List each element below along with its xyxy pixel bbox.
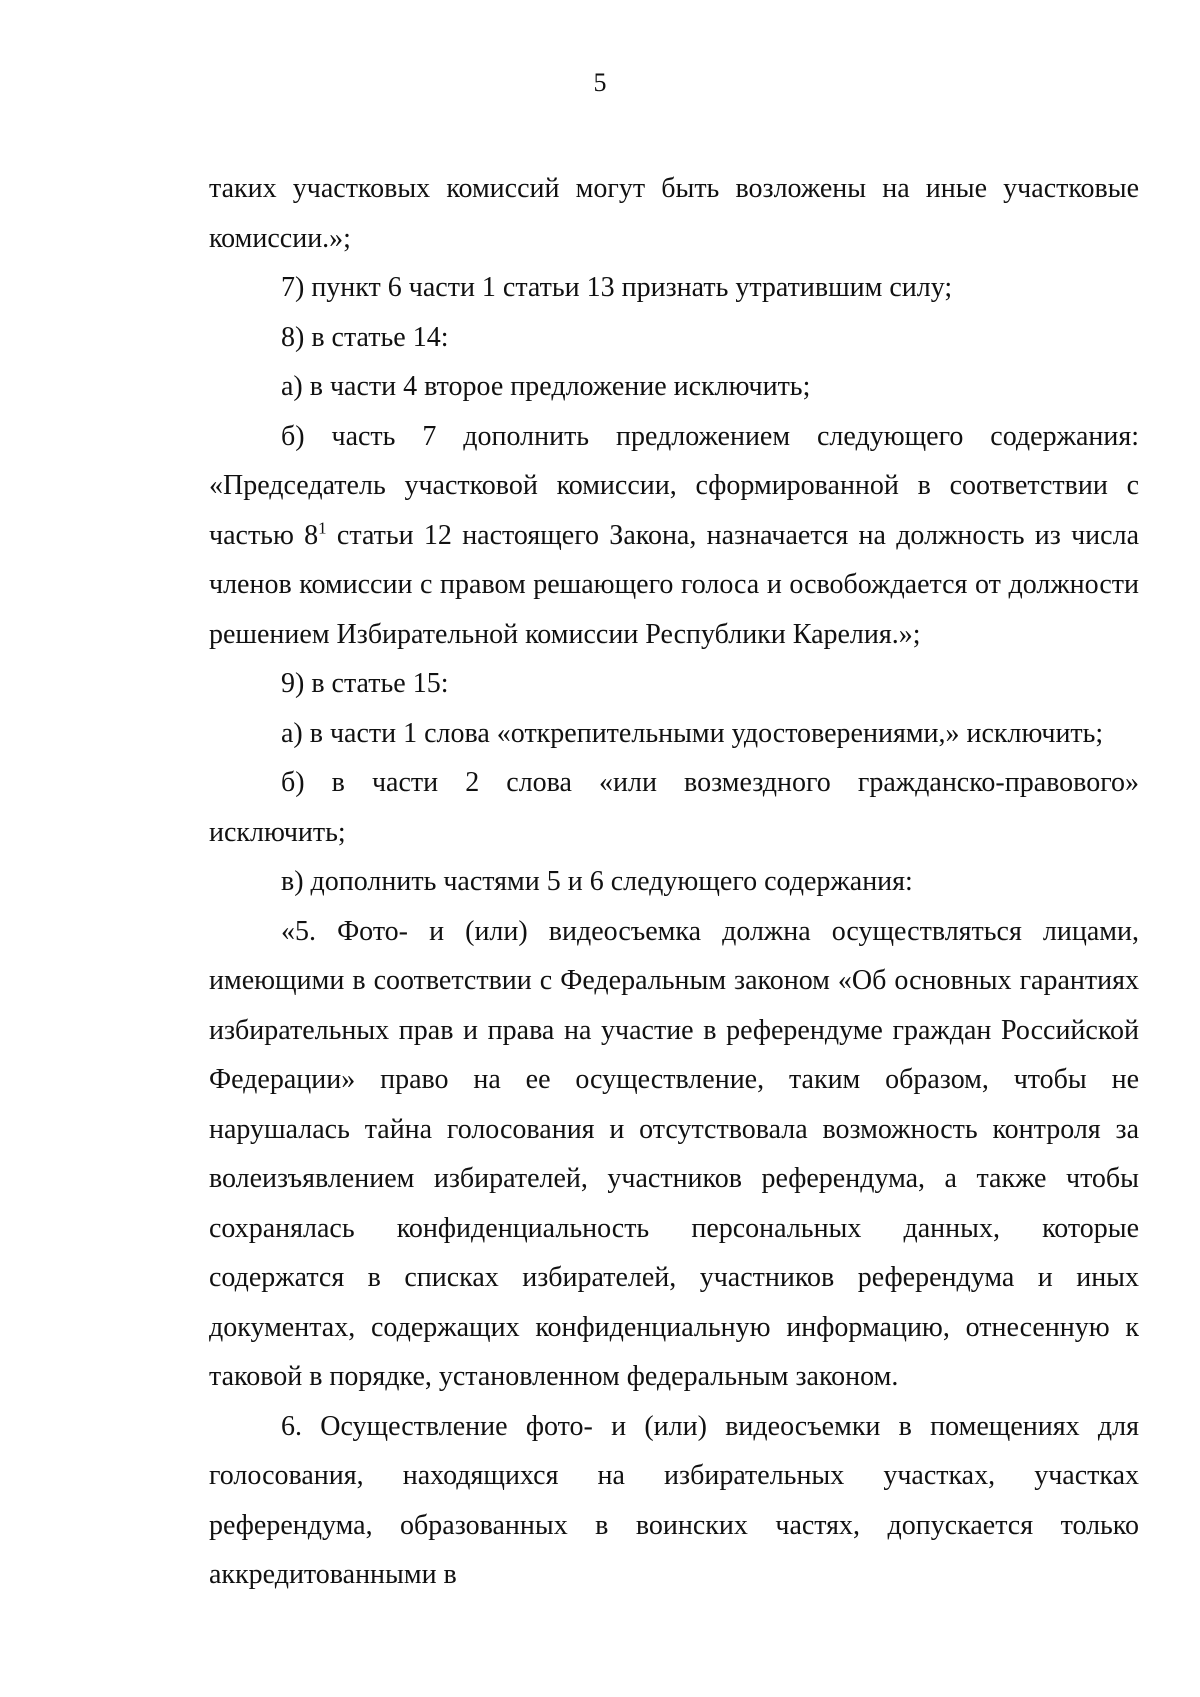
paragraph-part-5: «5. Фото- и (или) видеосъемка должна осуществляться лицами, имеющими в соответствии с Федеральным законом «Об основных гарантиях избирательных прав и права на участие в референдуме граждан Российской Федерации» право на ее осуществление, таким образом, чтобы не нарушалась тайна голосования и отсутствовала возможность контроля за волеизъявлением избирателей, участников референдума, а также чтобы сохранялась конфиденциальность персональных данных, которые содержатся в списках избирателей, участников референдума и иных документах, содержащих конфиденциальную информацию, отнесенную к таковой в порядке, установленном федеральным законом. <box>209 915 1139 1392</box>
paragraph-part-6: 6. Осуществление фото- и (или) видеосъемки в помещениях для голосования, находящихся на избирательных участках, участках референдума, образованных в воинских частях, допускается только аккредитованными в <box>209 1410 1139 1590</box>
paragraph-item-8: 8) в статье 14: <box>281 321 449 353</box>
paragraph-item-9: 9) в статье 15: <box>281 668 449 699</box>
paragraph-item-8b-text-before: б) часть 7 дополнить предложением следующего содержания: «Председатель участковой комиссии, сформированной в соответствии с частью 8 <box>209 420 1139 551</box>
paragraph-item-9a: а) в части 1 слова «открепительными удостоверениями,» исключить; <box>281 717 1104 749</box>
paragraph-item-9v: в) дополнить частями 5 и 6 следующего содержания: <box>281 866 913 897</box>
paragraph-item-9b: б) в части 2 слова «или возмездного гражданско-правового» исключить; <box>209 767 1139 848</box>
paragraph-item-7: 7) пункт 6 части 1 статьи 13 признать утратившим силу; <box>281 272 953 303</box>
document-body <box>209 164 1139 1600</box>
paragraph-item-8b <box>209 412 1139 660</box>
page-number: 5 <box>593 68 607 97</box>
paragraph-item-8a: а) в части 4 второе предложение исключить; <box>281 371 811 402</box>
superscript-index: 1 <box>318 518 327 538</box>
paragraph-continuation: таких участковых комиссий могут быть возложены на иные участковые комиссии.»; <box>209 173 1139 254</box>
paragraph-item-8b-text-after: статьи 12 настоящего Закона, назначается на должность из числа членов комиссии с правом решающего голоса и освобождается от должности решением Избирательной комиссии Республики Карелия.»; <box>209 519 1139 650</box>
